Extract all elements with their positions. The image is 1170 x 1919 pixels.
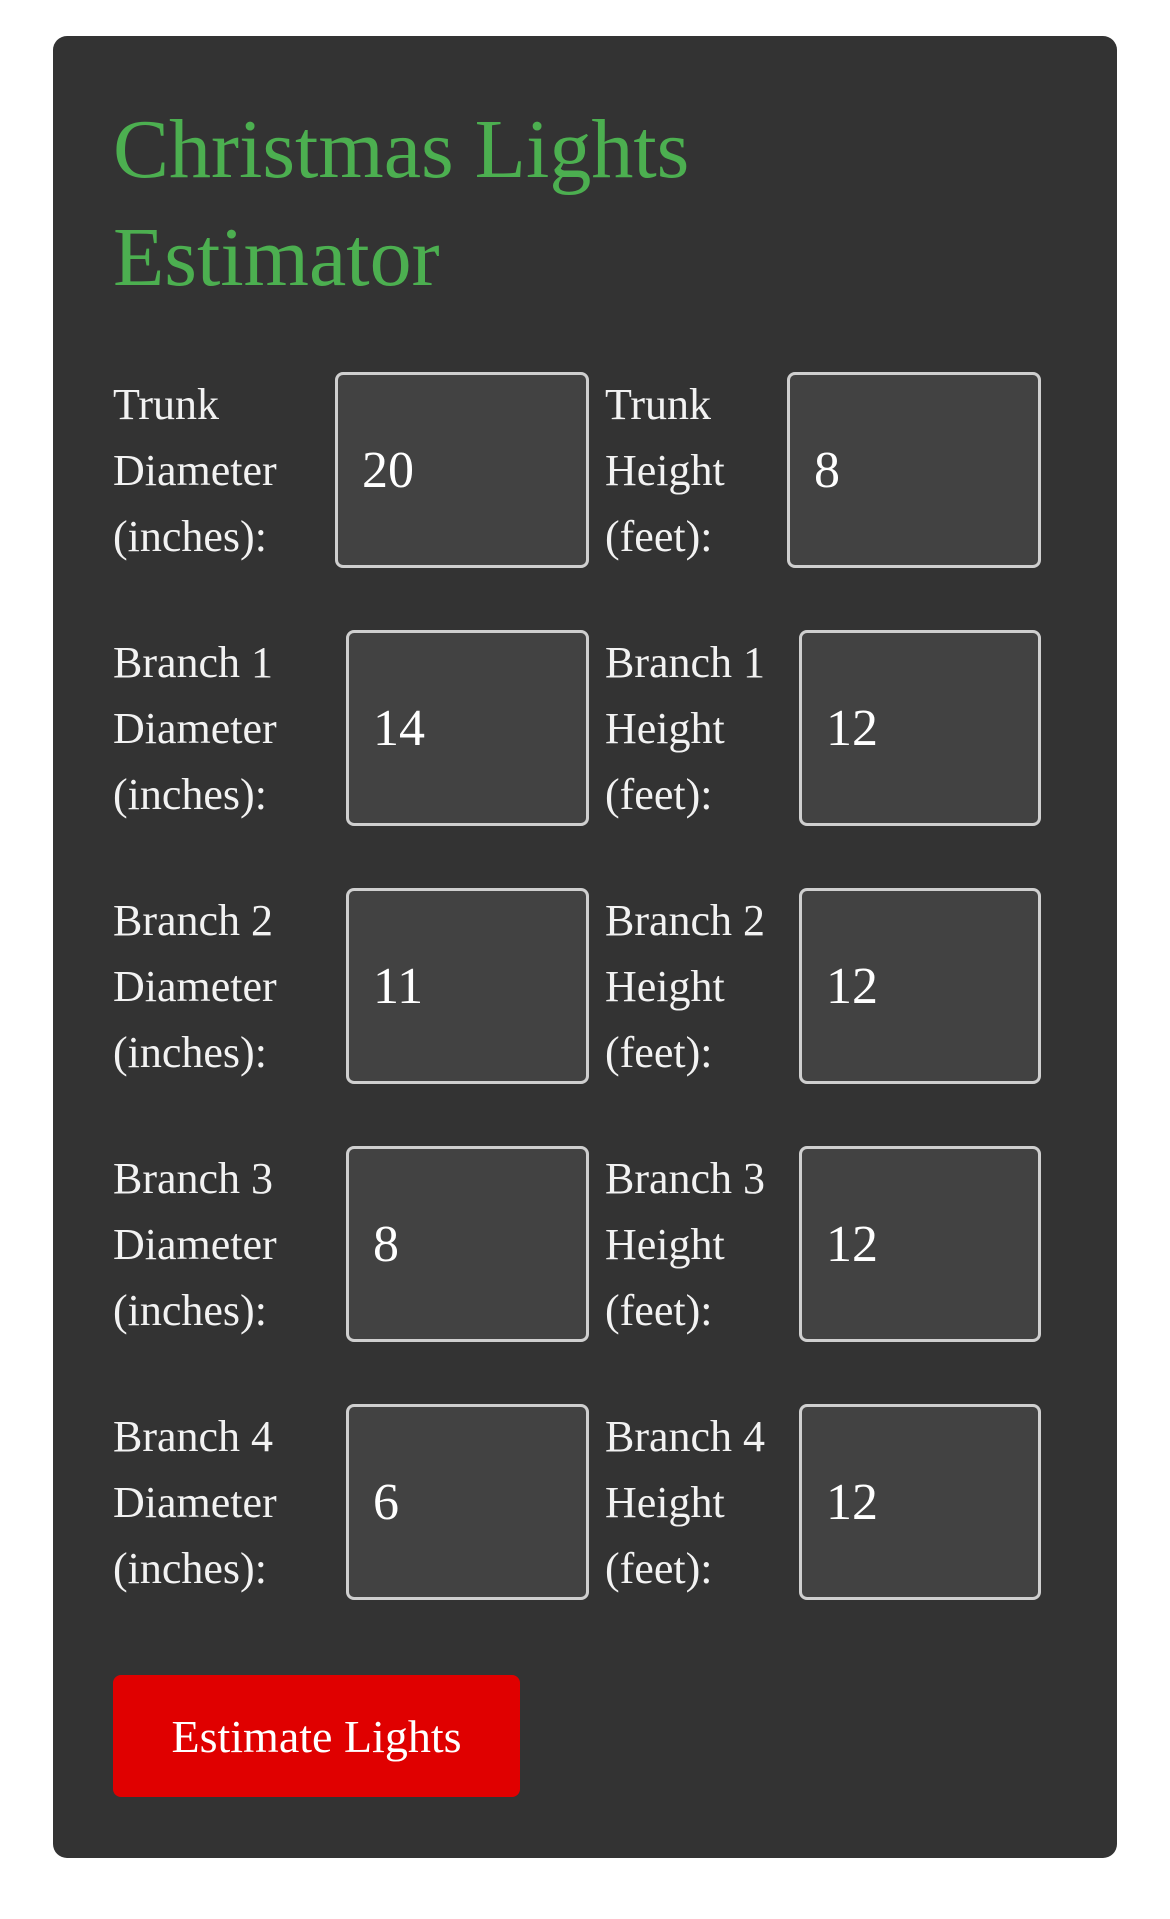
trunk-height-input[interactable] [787, 372, 1041, 568]
estimate-lights-button[interactable]: Estimate Lights [113, 1675, 520, 1797]
branch-1-row [113, 630, 1073, 830]
branch-1-diameter-input[interactable] [346, 630, 589, 826]
branch-3-diameter-label: Branch 3 Diameter (inches): [113, 1154, 277, 1335]
branch-1-height-input[interactable] [799, 630, 1041, 826]
estimator-card [53, 36, 1117, 1858]
branch-4-height-input[interactable] [799, 1404, 1041, 1600]
branch-3-height-input[interactable] [799, 1146, 1041, 1342]
trunk-height-label: Trunk Height (feet): [605, 380, 725, 561]
branch-3-diameter-input[interactable] [346, 1146, 589, 1342]
branch-4-diameter-input[interactable] [346, 1404, 589, 1600]
branch-3-row [113, 1146, 1073, 1346]
branch-2-row [113, 888, 1073, 1088]
trunk-diameter-label: Trunk Diameter (inches): [113, 380, 277, 561]
branch-1-diameter-label: Branch 1 Diameter (inches): [113, 638, 277, 819]
branch-2-diameter-label: Branch 2 Diameter (inches): [113, 896, 277, 1077]
trunk-row [113, 372, 1073, 572]
branch-2-height-label: Branch 2 Height (feet): [605, 896, 766, 1077]
branch-1-height-label: Branch 1 Height (feet): [605, 638, 766, 819]
branch-2-height-input[interactable] [799, 888, 1041, 1084]
branch-3-height-label: Branch 3 Height (feet): [605, 1154, 766, 1335]
branch-4-row [113, 1404, 1073, 1604]
branch-4-diameter-label: Branch 4 Diameter (inches): [113, 1412, 277, 1593]
trunk-diameter-input[interactable] [335, 372, 589, 568]
branch-4-height-label: Branch 4 Height (feet): [605, 1412, 766, 1593]
page-title: Christmas Lights Estimator [113, 103, 690, 304]
branch-2-diameter-input[interactable] [346, 888, 589, 1084]
